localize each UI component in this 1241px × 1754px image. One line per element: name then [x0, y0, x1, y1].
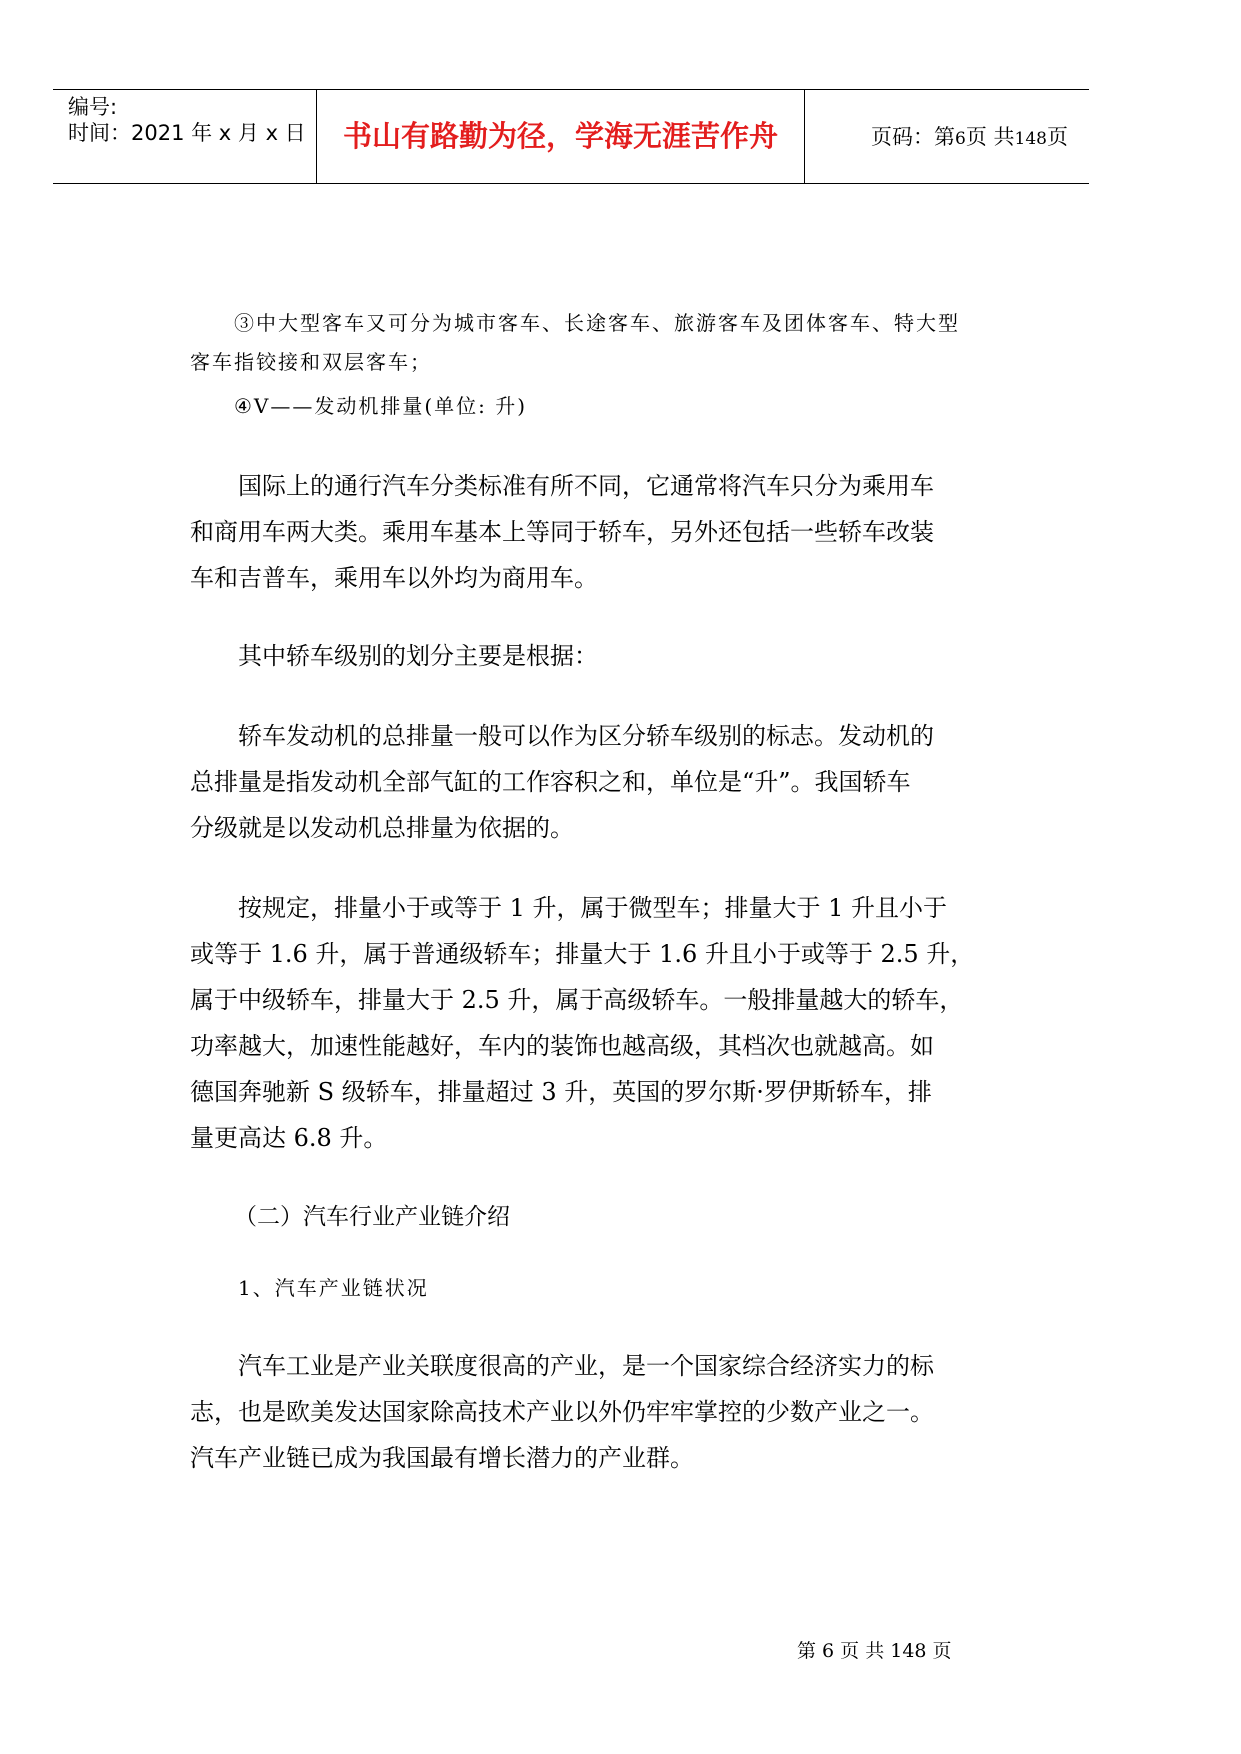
- section-heading: （二）汽车行业产业链介绍: [234, 1204, 510, 1230]
- body-line: 汽车工业是产业关联度很高的产业，是一个国家综合经济实力的标: [238, 1352, 934, 1380]
- body-line: ④V——发动机排量(单位: 升): [234, 394, 528, 418]
- body-line: 其中轿车级别的划分主要是根据：: [238, 642, 598, 670]
- body-line: 志，也是欧美发达国家除高技术产业以外仍牢牢掌控的少数产业之一。: [190, 1398, 934, 1426]
- header-motto-cell: [316, 90, 805, 183]
- header-table: [53, 89, 1089, 184]
- subsection-heading: 1、汽车产业链状况: [238, 1276, 429, 1300]
- page-footer: 第 6 页 共 148 页: [797, 1640, 952, 1662]
- body-line: 和商用车两大类。乘用车基本上等同于轿车，另外还包括一些轿车改装: [190, 518, 934, 546]
- document-time-label: 时间：2021 年 x 月 x 日: [68, 121, 306, 145]
- header-page-info: [871, 124, 1068, 152]
- body-line: 按规定，排量小于或等于 1 升，属于微型车；排量大于 1 升且小于: [238, 894, 948, 922]
- page-prefix: 页码：第: [871, 125, 955, 149]
- header-page-cell: [805, 90, 1089, 183]
- header-motto: 书山有路勤为径，学海无涯苦作舟: [342, 119, 778, 153]
- body-line: 轿车发动机的总排量一般可以作为区分轿车级别的标志。发动机的: [238, 722, 934, 750]
- body-line: ③中大型客车又可分为城市客车、长途客车、旅游客车及团体客车、特大型: [234, 311, 960, 335]
- body-line: 国际上的通行汽车分类标准有所不同，它通常将汽车只分为乘用车: [238, 472, 934, 500]
- body-line: 德国奔驰新 S 级轿车，排量超过 3 升，英国的罗尔斯·罗伊斯轿车，排: [190, 1078, 932, 1106]
- page-total: 148: [1014, 129, 1047, 149]
- body-line: 属于中级轿车，排量大于 2.5 升，属于高级轿车。一般排量越大的轿车，: [190, 986, 964, 1014]
- page-number: 6: [955, 129, 966, 149]
- body-line: 汽车产业链已成为我国最有增长潜力的产业群。: [190, 1444, 694, 1472]
- page-suffix: 页: [1046, 125, 1068, 149]
- document-number-label: 编号:: [68, 95, 118, 119]
- header-meta-cell: [53, 90, 315, 183]
- body-line: 功率越大，加速性能越好，车内的装饰也越高级，其档次也就越高。如: [190, 1032, 934, 1060]
- body-line: 总排量是指发动机全部气缸的工作容积之和，单位是“升”。我国轿车: [190, 768, 911, 796]
- body-line: 分级就是以发动机总排量为依据的。: [190, 814, 574, 842]
- body-line: 量更高达 6.8 升。: [190, 1124, 388, 1152]
- body-line: 车和吉普车，乘用车以外均为商用车。: [190, 564, 598, 592]
- body-line: 或等于 1.6 升，属于普通级轿车；排量大于 1.6 升且小于或等于 2.5 升，: [190, 940, 975, 968]
- body-line: 客车指铰接和双层客车；: [190, 350, 432, 374]
- page-mid: 页 共: [965, 125, 1015, 149]
